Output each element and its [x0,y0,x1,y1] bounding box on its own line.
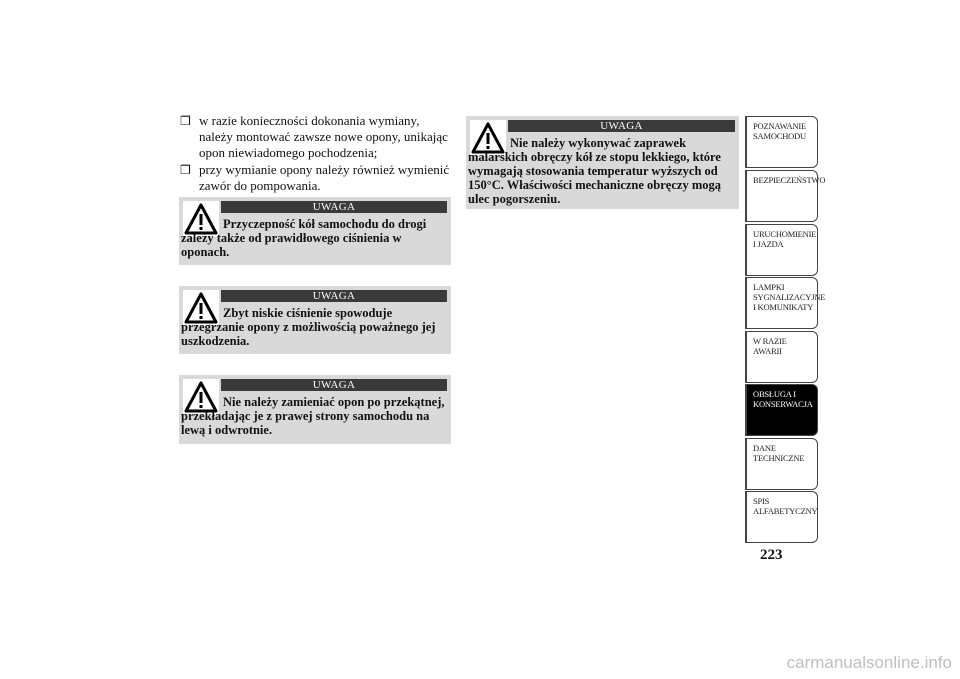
list-item [180,113,452,161]
warning-text: Zbyt niskie ciśnienie spowoduje przegrzanie opony z możliwością poważnego jej uszkodzenia. [181,306,436,348]
tab-dane-techniczne[interactable]: DANE TECHNICZNE [745,438,818,490]
warning-box [179,286,451,354]
warning-text: Nie należy zamieniać opon po przekątnej, przekładając je z prawej strony samochodu na lewą i odwrotnie. [181,395,445,437]
watermark: carmanualsonline.info [786,653,952,672]
list-item [180,162,452,194]
warning-box [466,116,739,209]
bullet-list [180,113,452,195]
warning-title: UWAGA [508,120,735,132]
warning-box [179,197,451,265]
tab-uruchomienie-i-jazda[interactable]: URUCHOMIENIE I JAZDA [745,224,818,276]
warning-text: Przyczepność kół samochodu do drogi zależy także od prawidłowego ciśnienia w oponach. [181,217,427,259]
tab-w-razie-awarii[interactable]: W RAZIE AWARII [745,331,818,383]
bullet-text: przy wymianie opony należy również wymienić zawór do pompowania. [199,162,450,193]
tab-bezpieczenstwo[interactable]: BEZPIECZEŃSTWO [745,170,818,222]
warning-title: UWAGA [221,290,447,302]
tab-obsluga-i-konserwacja[interactable]: OBSŁUGA I KONSERWACJA [745,384,818,436]
checkbox-bullet-icon: ❒ [180,114,191,128]
tab-spis-alfabetyczny[interactable]: SPIS ALFABETYCZNY [745,491,818,543]
warning-box [179,375,451,444]
warning-title: UWAGA [221,201,447,213]
checkbox-bullet-icon: ❒ [180,163,191,177]
bullet-text: w razie konieczności dokonania wymiany, należy montować zawsze nowe opony, unikając opon niewiadomego pochodzenia; [199,113,448,160]
tab-lampki-sygnalizacyjne[interactable]: LAMPKI SYGNALIZACYJNE I KOMUNIKATY [745,277,818,329]
section-tabs [745,116,826,544]
warning-title: UWAGA [221,379,447,391]
page-number: 223 [760,547,783,563]
warning-text: Nie należy wykonywać zaprawek malarskich obręczy kół ze stopu lekkiego, które wymagają stosowania temperatur wyższych od 150°C. Właściwości mechaniczne obręczy mogą ulec pogorszeniu. [468,136,721,206]
tab-poznawanie-samochodu[interactable]: POZNAWANIE SAMOCHODU [745,116,818,168]
